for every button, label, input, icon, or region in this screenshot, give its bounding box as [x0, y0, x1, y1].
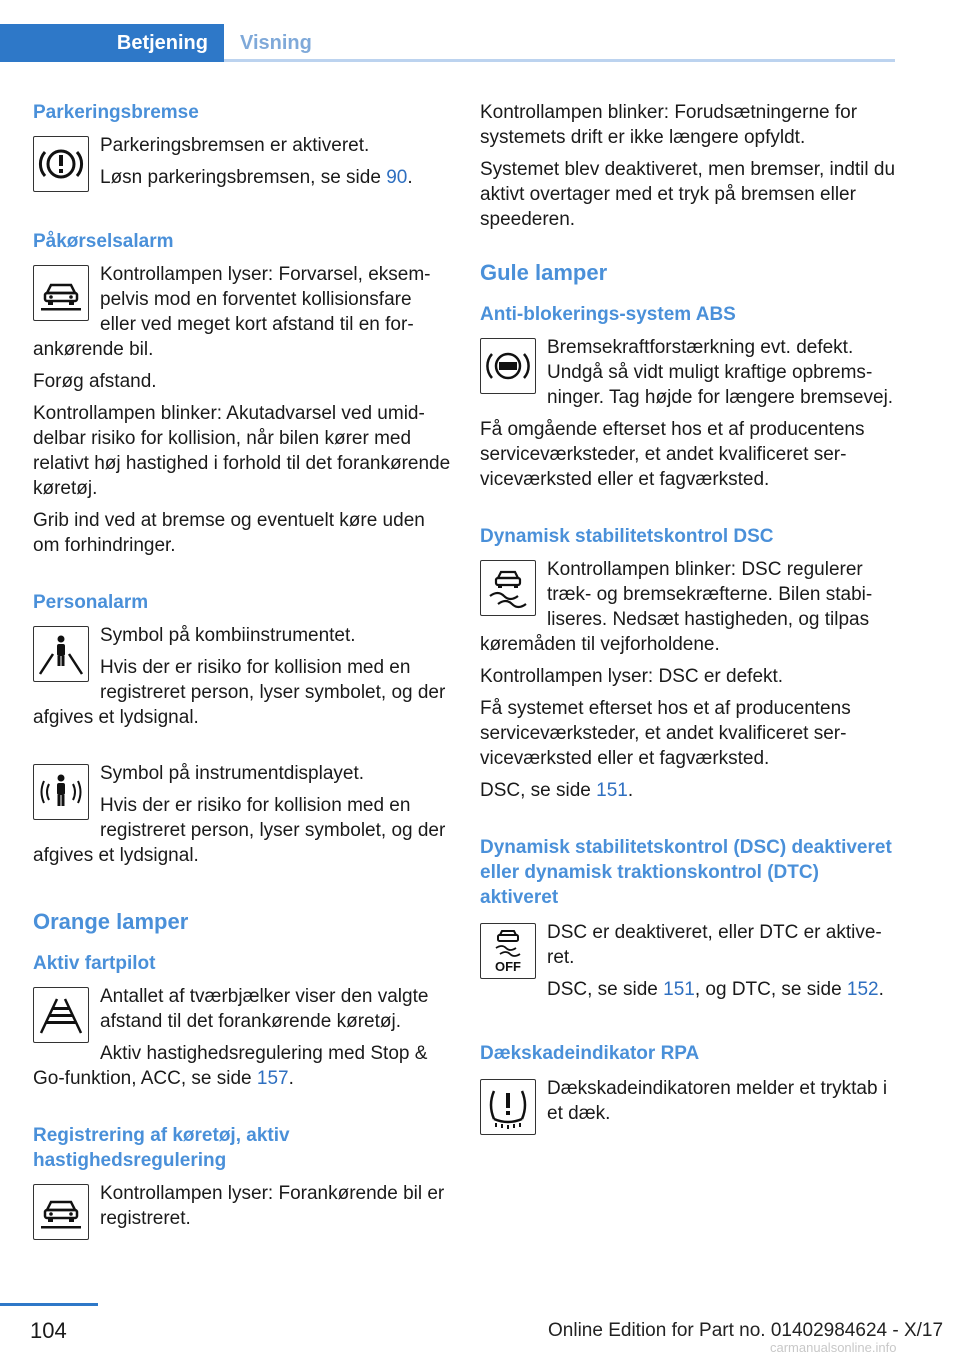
dsc-off-icon: [480, 923, 536, 979]
dsc-off-text-2: DSC, se side 151, og DTC, se side 152.: [547, 979, 884, 1000]
section-parking-brake: [33, 100, 451, 197]
section-active-cruise: [33, 951, 451, 1091]
dsc-heading: Dynamisk stabilitetskontrol DSC: [480, 526, 774, 547]
section-dsc: [480, 524, 898, 803]
section-rpa: [480, 1041, 898, 1139]
page-link-157[interactable]: 157: [256, 1068, 289, 1089]
parking-brake-text-1: Parkeringsbremsen er aktiveret.: [100, 135, 370, 156]
dsc-text-1: Kontrollampen blinker: DSC regulerer træk- og bremsekræfterne. Bilen stabiliseres. Nedsæt hastigheden, og tilpas køremåden til vejforholdene.: [480, 559, 873, 655]
tab-visning[interactable]: Visning: [240, 32, 312, 54]
collision-text-4: Grib ind ved at bremse og eventuelt køre uden om forhindringer.: [33, 510, 425, 556]
intro-text-1: Kontrollampen blinker: Forudsætningerne for systemets drift er ikke længere opfyldt.: [480, 102, 858, 148]
edition-text: Online Edition for Part no. 01402984624 - X/17: [548, 1320, 944, 1341]
parking-brake-heading: Parkeringsbremse: [33, 102, 199, 123]
rpa-text-1: Dækskadeindikatoren melder et tryktab i et dæk.: [547, 1078, 888, 1124]
abs-heading: Anti-blokerings-system ABS: [480, 304, 736, 325]
page-link-152[interactable]: 152: [846, 979, 879, 1000]
orange-lamps-heading: Orange lamper: [33, 909, 189, 934]
footer-rule: [0, 1303, 98, 1306]
tab-betjening[interactable]: Betjening: [0, 24, 224, 62]
right-column: [480, 100, 898, 1171]
car-detected-icon: [33, 1184, 89, 1240]
left-column: [33, 100, 451, 1276]
section-vehicle-detected: [33, 1123, 451, 1244]
person-text-1: Symbol på kombiinstrumentet.: [100, 625, 356, 646]
page-link-151[interactable]: 151: [596, 780, 628, 801]
parking-brake-icon: [33, 136, 89, 192]
acc-text-1: Antallet af tværbjælker viser den valgte afstand til det forankørende køretøj.: [100, 986, 429, 1032]
parking-brake-text-2: Løsn parkeringsbremsen, se side 90.: [100, 167, 413, 188]
page-link-90[interactable]: 90: [386, 167, 408, 188]
abs-text-2: Få omgående efterset hos et af producentens serviceværksteder, et andet kvalificeret serviceværksted eller et fagværksted.: [480, 419, 865, 490]
dsc-off-label: OFF: [495, 959, 521, 974]
abs-icon: [480, 338, 536, 394]
person-text-3: Symbol på instrumentdisplayet.: [100, 763, 365, 784]
dsc-off-text-1: DSC er deaktiveret, eller DTC er aktiveret.: [547, 922, 882, 968]
vehicle-detected-heading: Registrering af køretøj, aktiv hastighedsregulering: [33, 1125, 290, 1171]
person-text-4: Hvis der er risiko for kollision med en registreret person, lyser symbolet, og der afgives et lydsignal.: [33, 795, 446, 866]
person-warning-heading: Personalarm: [33, 592, 149, 613]
watermark: carmanualsonline.info: [770, 1340, 897, 1355]
section-collision-continued: [480, 100, 898, 232]
dsc-text-3: Få systemet efterset hos et af producentens serviceværksteder, et andet kvalificeret serviceværksted eller et fagværksted.: [480, 698, 851, 769]
rpa-heading: Dækskadeindikator RPA: [480, 1043, 700, 1064]
dsc-off-heading: Dynamisk stabilitetskontrol (DSC) deaktiveret eller dynamisk traktionskontrol (DTC) aktiveret: [480, 837, 892, 908]
intro-text-2: Systemet blev deaktiveret, men bremser, indtil du aktivt overtager med et tryk på bremsen eller speederen.: [480, 159, 896, 230]
detect-text-1: Kontrollampen lyser: Forankørende bil er registreret.: [100, 1183, 445, 1229]
section-abs: [480, 302, 898, 492]
person-text-2: Hvis der er risiko for kollision med en registreret person, lyser symbolet, og der afgives et lydsignal.: [33, 657, 446, 728]
abs-text-1: Bremsekraftforstærkning evt. defekt. Undgå så vidt muligt kraftige opbremsninger. Tag højde for længere bremsevej.: [547, 337, 894, 408]
dsc-skid-icon: [480, 560, 536, 616]
page-number: 104: [30, 1318, 67, 1343]
page-link-151-b[interactable]: 151: [663, 979, 695, 1000]
section-collision-warning: [33, 229, 451, 558]
collision-text-3: Kontrollampen blinker: Akutadvarsel ved umiddelbar risiko for kollision, når bilen kører med relativt høj hastighed i forhold til det forankørende køretøj.: [33, 403, 451, 499]
section-dsc-off: [480, 835, 898, 1009]
pedestrian-road-icon: [33, 626, 89, 682]
active-cruise-heading: Aktiv fartpilot: [33, 953, 156, 974]
collision-text-1: Kontrollampen lyser: Forvarsel, eksempelvis mod en forventet kollisionsfare eller ved meget kort afstand til en forankørende bil.: [33, 264, 431, 360]
pedestrian-sound-icon: [33, 764, 89, 820]
dsc-text-4: DSC, se side 151.: [480, 780, 634, 801]
yellow-lamps-heading: Gule lamper: [480, 260, 608, 285]
collision-warning-heading: Påkørselsalarm: [33, 231, 174, 252]
collision-text-2: Forøg afstand.: [33, 371, 157, 392]
acc-text-2: Aktiv hastighedsregulering med Stop & Go-funktion, ACC, se side 157.: [33, 1043, 428, 1089]
distance-bars-icon: [33, 987, 89, 1043]
tire-warning-icon: [480, 1079, 536, 1135]
car-warning-icon: [33, 265, 89, 321]
section-person-warning: [33, 590, 451, 875]
dsc-text-2: Kontrollampen lyser: DSC er defekt.: [480, 666, 784, 687]
